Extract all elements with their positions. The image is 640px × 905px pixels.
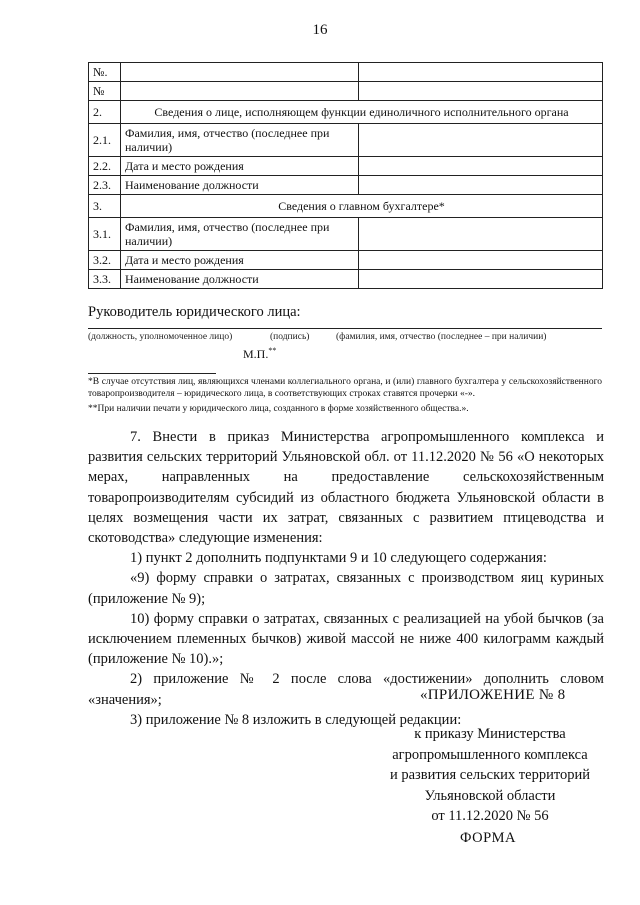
row-value bbox=[359, 176, 603, 195]
row-number: 3.2. bbox=[89, 251, 121, 270]
row-label: Наименование должности bbox=[121, 270, 359, 289]
row-number: 2. bbox=[89, 101, 121, 124]
position-caption: (должность, уполномоченное лицо) bbox=[88, 332, 233, 342]
row-number: 3. bbox=[89, 195, 121, 218]
row-number: № bbox=[89, 82, 121, 101]
paragraph: 1) пункт 2 дополнить подпунктами 9 и 10 следующего содержания: bbox=[130, 550, 547, 567]
form-label: ФОРМА bbox=[460, 830, 517, 846]
section-heading: Сведения о лице, исполняющем функции единоличного исполнительного органа bbox=[121, 101, 603, 124]
row-value bbox=[359, 63, 603, 82]
signature-caption: (подпись) bbox=[270, 332, 310, 342]
row-number: 2.2. bbox=[89, 157, 121, 176]
paragraph: 2) приложение № 2 после слова «достижении» дополнить словом «значения»; bbox=[88, 671, 604, 708]
table-row bbox=[89, 124, 603, 157]
row-label: Фамилия, имя, отчество (последнее при наличии) bbox=[121, 218, 359, 251]
appendix-caption-line: и развития сельских территорий bbox=[389, 767, 590, 783]
row-label: Дата и место рождения bbox=[121, 157, 359, 176]
appendix-caption bbox=[380, 724, 600, 827]
stamp-place bbox=[243, 346, 276, 362]
table-row bbox=[89, 176, 603, 195]
row-number: №. bbox=[89, 63, 121, 82]
paragraph: 7. Внести в приказ Министерства агропромышленного комплекса и развития сельских территорий Ульяновской обл. от 11.12.2020 № 56 «О некоторых мерах, направленных на предоставление сельскохозяйственным товаропроизводителям субсидий из областного бюджета Ульяновской области в целях возмещения части их затрат, связанных с развитием птицеводства и скотоводства» следующие изменения: bbox=[88, 429, 604, 547]
row-label bbox=[121, 63, 359, 82]
row-label: Дата и место рождения bbox=[121, 251, 359, 270]
info-table bbox=[88, 62, 603, 289]
row-label: Наименование должности bbox=[121, 176, 359, 195]
appendix-caption-line: агропромышленного комплекса bbox=[392, 746, 588, 763]
footnote-divider bbox=[88, 373, 216, 374]
appendix-caption-line: от 11.12.2020 № 56 bbox=[431, 808, 549, 824]
paragraph: «9) форму справки о затратах, связанных с производством яиц куриных (приложение № 9); bbox=[88, 570, 604, 607]
row-value bbox=[359, 218, 603, 251]
row-value bbox=[359, 124, 603, 157]
table-row bbox=[89, 157, 603, 176]
table-row bbox=[89, 63, 603, 82]
row-number: 2.3. bbox=[89, 176, 121, 195]
paragraph: 10) форму справки о затратах, связанных с реализацией на убой бычков (за исключением племенных бычков) живой массой не ниже 400 килограмм каждый (приложение № 10).»; bbox=[88, 610, 604, 668]
footnote-1: *В случае отсутствия лиц, являющихся членами коллегиального органа, и (или) главного бухгалтера у сельскохозяйственного товаропроизводителя – юридического лица, в соответствующих строках ставятся прочерки «-». bbox=[88, 377, 602, 399]
paragraph: 3) приложение № 8 изложить в следующей редакции: bbox=[130, 711, 462, 728]
footnote-2: **При наличии печати у юридического лица, созданного в форме хозяйственного общества.». bbox=[88, 404, 469, 414]
row-number: 3.1. bbox=[89, 218, 121, 251]
appendix-caption-line: Ульяновской области bbox=[424, 787, 556, 804]
signature-line bbox=[88, 328, 602, 329]
table-row bbox=[89, 270, 603, 289]
row-value bbox=[359, 270, 603, 289]
row-label: Фамилия, имя, отчество (последнее при наличии) bbox=[121, 124, 359, 157]
row-value bbox=[359, 251, 603, 270]
table-section-row bbox=[89, 101, 603, 124]
page-number: 16 bbox=[312, 22, 328, 38]
row-value bbox=[359, 82, 603, 101]
table-row bbox=[89, 218, 603, 251]
row-value bbox=[359, 157, 603, 176]
stamp-footnote-mark: ** bbox=[268, 346, 277, 355]
head-of-entity-label: Руководитель юридического лица: bbox=[88, 304, 301, 320]
table-row bbox=[89, 82, 603, 101]
footnotes bbox=[88, 376, 602, 418]
row-number: 3.3. bbox=[89, 270, 121, 289]
table-section-row bbox=[89, 195, 603, 218]
appendix-title: «ПРИЛОЖЕНИЕ № 8 bbox=[420, 687, 566, 703]
section-heading: Сведения о главном бухгалтере* bbox=[121, 195, 603, 218]
amendment-text bbox=[88, 427, 604, 730]
table-row bbox=[89, 251, 603, 270]
row-label bbox=[121, 82, 359, 101]
name-caption: (фамилия, имя, отчество (последнее – при наличии) bbox=[336, 332, 547, 342]
row-number: 2.1. bbox=[89, 124, 121, 157]
appendix-caption-line: к приказу Министерства bbox=[414, 726, 566, 742]
stamp-label: М.П. bbox=[243, 347, 269, 361]
